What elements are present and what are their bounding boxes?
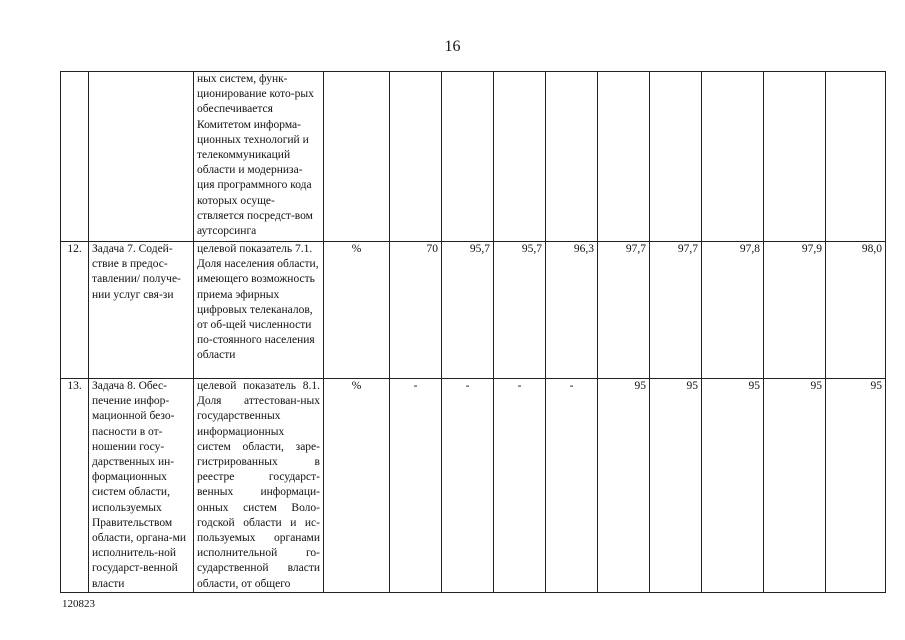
value-cell [764,72,826,242]
page-number: 16 [444,38,461,55]
value-cell [702,72,764,242]
value-cell: 95 [702,379,764,593]
document-code: 120823 [62,598,95,610]
value-cell: - [442,379,494,593]
value-cell: 96,3 [546,242,598,379]
value-cell: - [546,379,598,593]
value-cell: 95 [650,379,702,593]
value-cell [546,72,598,242]
value-cell: 98,0 [826,242,886,379]
value-cell: 95,7 [494,242,546,379]
value-cell: 95 [598,379,650,593]
task-cell [89,72,194,242]
value-cell [390,72,442,242]
table-row [61,72,886,242]
value-cell [826,72,886,242]
indicator-cell: целевой показатель 8.1. Доля аттестован-ных государственных информационных систем области, заре-гистрированных в реестре государст-венных информаци-онных систем Воло-годской области и ис-пользуемых органами исполнительной го-сударственной власти области, от общего [194,379,324,593]
value-cell [598,72,650,242]
value-cell: 70 [390,242,442,379]
value-cell: 95,7 [442,242,494,379]
indicator-cell: ных систем, функ-ционирование кото-рых обеспечивается Комитетом информа-ционных технологий и телекоммуникаций области и модерниза-ция программного кода которых осуще-ствляется посредст-вом аутсорсинга [194,72,324,242]
row-number: 12. [61,242,89,379]
value-cell: 97,7 [598,242,650,379]
value-cell: 97,9 [764,242,826,379]
table-row [61,242,886,379]
value-cell: 95 [764,379,826,593]
value-cell [442,72,494,242]
value-cell [650,72,702,242]
row-number: 13. [61,379,89,593]
value-cell [494,72,546,242]
value-cell: - [494,379,546,593]
task-cell: Задача 7. Содей-ствие в предос-тавлении/ получе-нии услуг свя-зи [89,242,194,379]
indicator-cell: целевой показатель 7.1. Доля населения области, имеющего возможность приема эфирных цифровых телеканалов, от об-щей численности по-стоянного населения области [194,242,324,379]
value-cell: 97,8 [702,242,764,379]
unit-cell: % [324,242,390,379]
row-number [61,72,89,242]
unit-cell: % [324,379,390,593]
task-cell: Задача 8. Обес-печение инфор-мационной безо-пасности в от-ношении госу-дарственных ин-формационных систем области, используемых Правительством области, органа-ми исполнитель-ной государст-венной власти [89,379,194,593]
unit-cell [324,72,390,242]
table-row [61,379,886,593]
value-cell: 97,7 [650,242,702,379]
value-cell: - [390,379,442,593]
indicators-table [60,71,886,593]
value-cell: 95 [826,379,886,593]
